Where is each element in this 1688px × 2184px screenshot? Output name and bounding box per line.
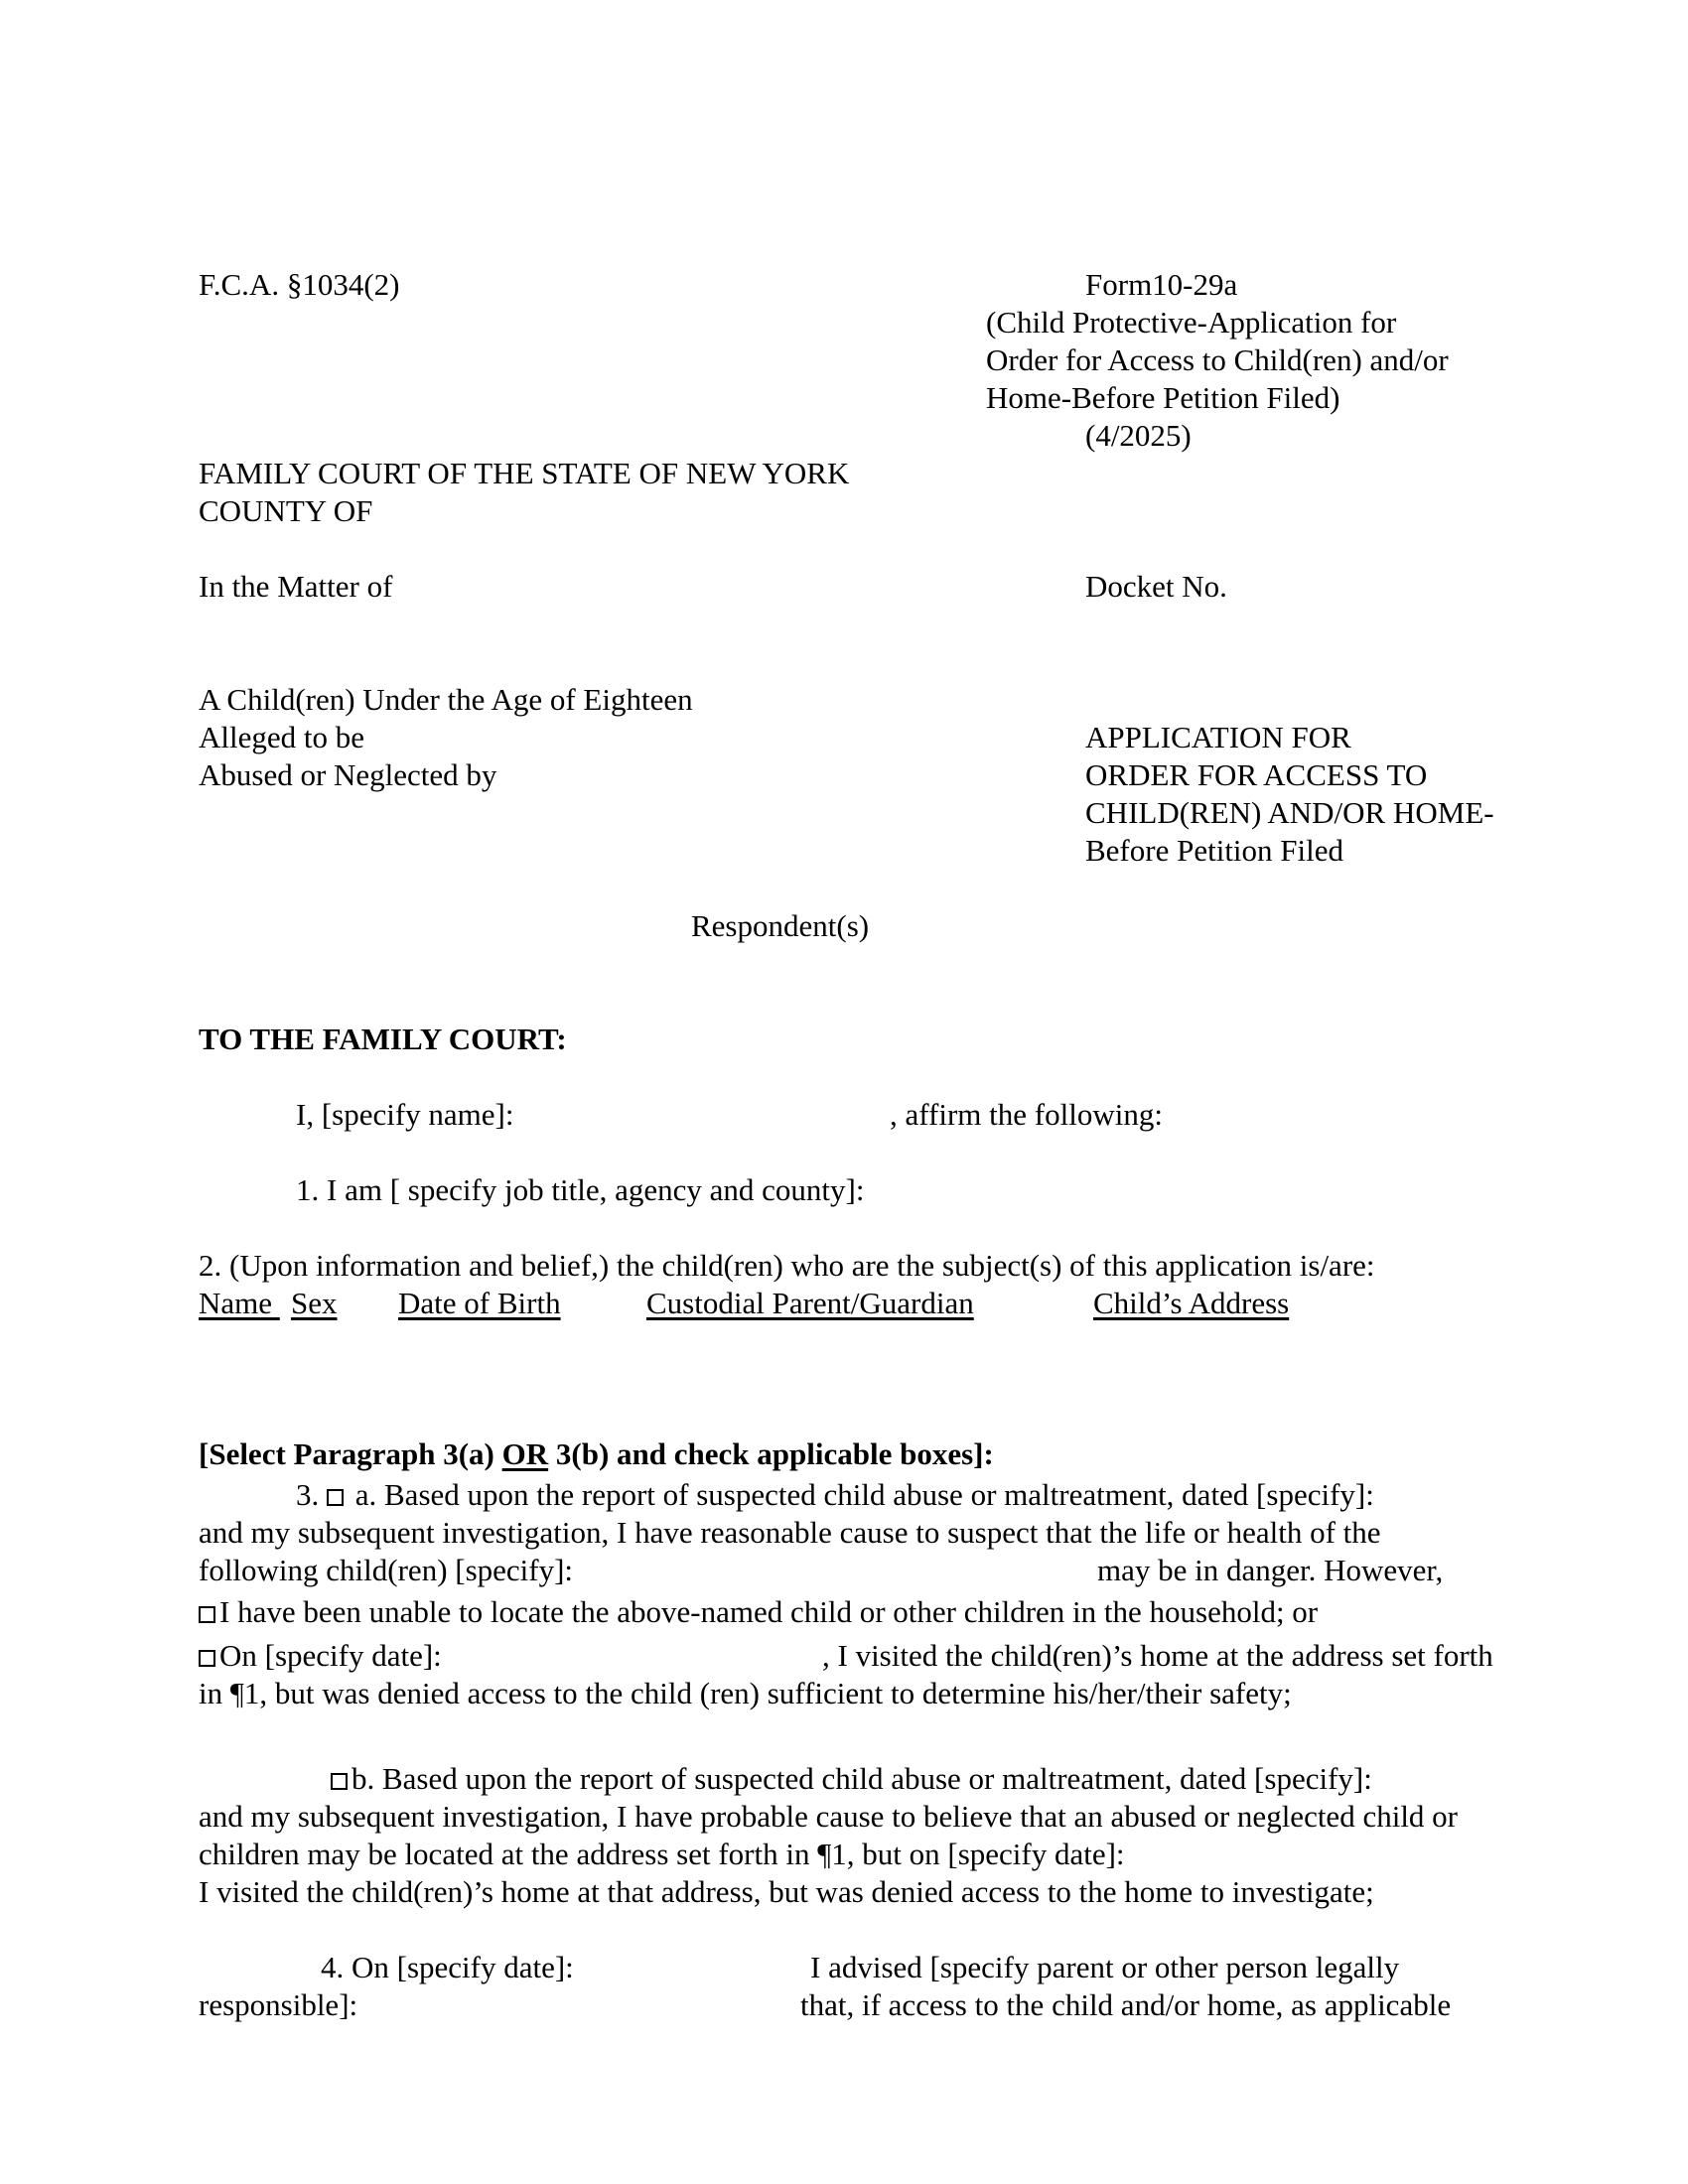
form-number: Form10-29a <box>1085 267 1238 302</box>
column-header-guardian: Custodial Parent/Guardian <box>646 1286 974 1320</box>
paragraph-3a-option: I have been unable to locate the above-named child or other children in the household; or <box>199 1593 1318 1631</box>
document-title-line: APPLICATION FOR <box>1085 720 1351 754</box>
matter-label: In the Matter of <box>199 569 393 604</box>
paragraph-1: 1. I am [ specify job title, agency and county]: <box>296 1172 865 1207</box>
paragraph-3a-line: following child(ren) [specify]: <box>199 1553 574 1587</box>
form-description-line: Home-Before Petition Filed) <box>986 380 1340 415</box>
paragraph-2: 2. (Upon information and belief,) the child(ren) who are the subject(s) of this application is/are: <box>199 1248 1375 1283</box>
column-header-dob: Date of Birth <box>398 1286 561 1320</box>
paragraph-3b-line: b. Based upon the report of suspected child abuse or maltreatment, dated [specify]: <box>331 1760 1372 1798</box>
column-header-sex: Sex <box>291 1286 338 1320</box>
form-description-line: Order for Access to Child(ren) and/or <box>986 342 1449 377</box>
county-label: COUNTY OF <box>199 493 373 528</box>
paragraph-4-line: responsible]: <box>199 1987 358 2022</box>
checkbox-3a[interactable] <box>327 1489 344 1506</box>
document-title-line: CHILD(REN) AND/OR HOME- <box>1085 795 1494 830</box>
column-header-name: Name <box>199 1286 273 1320</box>
form-date: (4/2025) <box>1085 418 1192 453</box>
paragraph-3a-option: , I visited the child(ren)’s home at the address set forth <box>822 1638 1493 1673</box>
paragraph-3a-line: 3. a. Based upon the report of suspected child abuse or maltreatment, dated [specify]: <box>296 1477 1374 1512</box>
paragraph-3a-option: in ¶1, but was denied access to the child (ren) sufficient to determine his/her/their safety; <box>199 1676 1292 1710</box>
document-title-line: Before Petition Filed <box>1085 833 1344 868</box>
respondent-label: Respondent(s) <box>691 908 870 943</box>
paragraph-3a-line: and my subsequent investigation, I have reasonable cause to suspect that the life or health of the <box>199 1515 1381 1550</box>
child-description-line: Alleged to be <box>199 720 365 754</box>
paragraph-4-line: that, if access to the child and/or home, as applicable <box>800 1987 1452 2022</box>
select-paragraph-instruction: [Select Paragraph 3(a) OR 3(b) and check applicable boxes]: <box>199 1436 994 1471</box>
paragraph-3b-line: children may be located at the address set forth in ¶1, but on [specify date]: <box>199 1837 1125 1871</box>
paragraph-3a-option: On [specify date]: <box>199 1637 442 1675</box>
paragraph-4-line: 4. On [specify date]: <box>321 1950 574 1984</box>
checkbox-denied-access-child[interactable] <box>199 1650 215 1667</box>
document-title-line: ORDER FOR ACCESS TO <box>1085 757 1428 792</box>
paragraph-3a-line: may be in danger. However, <box>1097 1553 1444 1587</box>
paragraph-4-line: I advised [specify parent or other person legally <box>810 1950 1400 1984</box>
docket-label: Docket No. <box>1085 569 1227 604</box>
court-name: FAMILY COURT OF THE STATE OF NEW YORK <box>199 456 850 490</box>
paragraph-3b-line: and my subsequent investigation, I have probable cause to believe that an abused or neglected child or <box>199 1799 1459 1834</box>
child-description-line: Abused or Neglected by <box>199 757 497 792</box>
form-description-line: (Child Protective-Application for <box>986 305 1397 340</box>
affirm-text: , affirm the following: <box>890 1097 1163 1132</box>
child-description-line: A Child(ren) Under the Age of Eighteen <box>199 682 693 717</box>
paragraph-3b-line: I visited the child(ren)’s home at that address, but was denied access to the home to investigate; <box>199 1874 1374 1909</box>
statute-citation: F.C.A. §1034(2) <box>199 267 400 302</box>
salutation: TO THE FAMILY COURT: <box>199 1022 567 1056</box>
checkbox-unable-to-locate[interactable] <box>199 1606 215 1623</box>
column-header-address: Child’s Address <box>1093 1286 1290 1320</box>
affirm-name-label: I, [specify name]: <box>296 1097 514 1132</box>
checkbox-3b[interactable] <box>331 1773 348 1790</box>
